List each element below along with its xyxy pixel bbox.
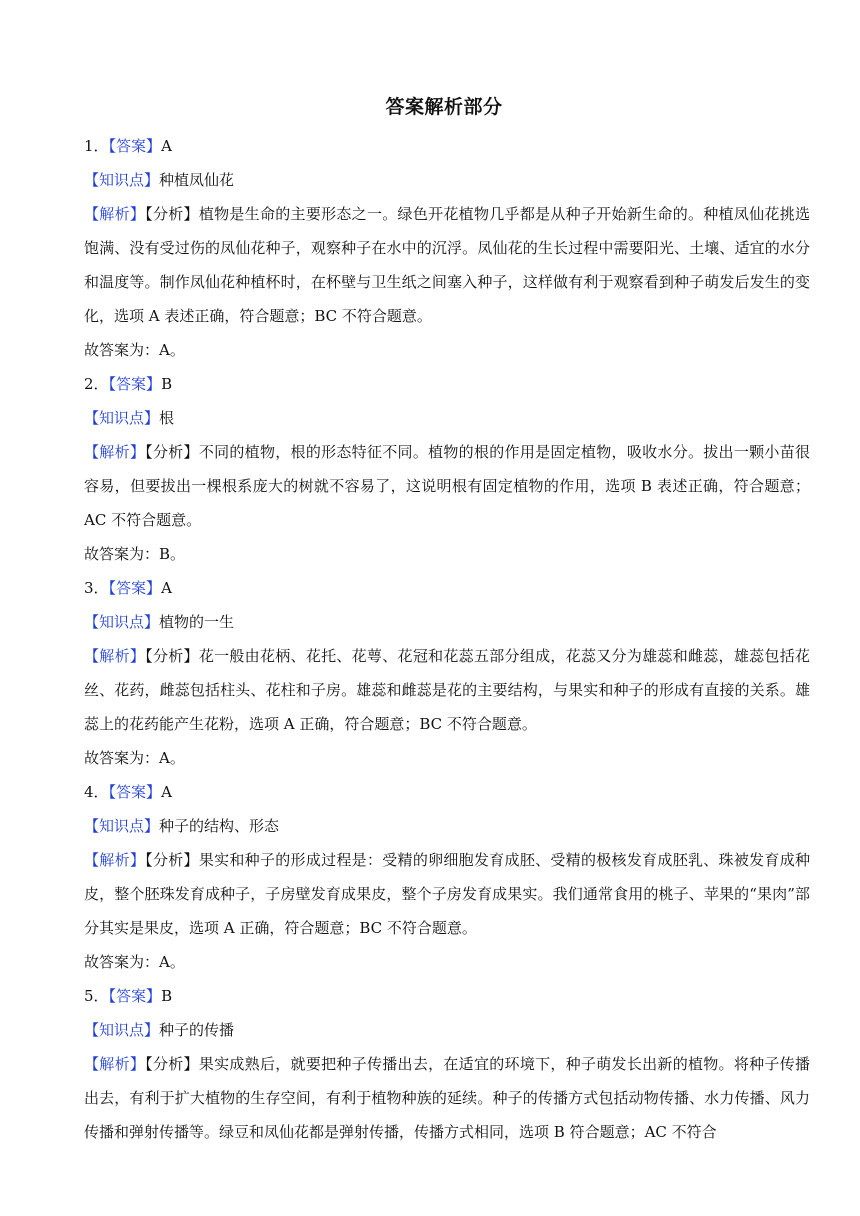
knowledge-label: 【知识点】 <box>84 817 160 835</box>
analysis-label: 【解析】 <box>84 1055 146 1073</box>
knowledge-label: 【知识点】 <box>84 409 160 427</box>
conclusion-line: 故答案为：A。 <box>84 341 185 359</box>
answer-item <box>84 775 810 979</box>
knowledge-line <box>84 401 810 435</box>
page-title: 答案解析部分 <box>385 96 503 118</box>
analysis-paragraph <box>84 843 810 945</box>
knowledge-line <box>84 605 810 639</box>
answer-line <box>84 367 810 401</box>
knowledge-label: 【知识点】 <box>84 171 160 189</box>
answer-item <box>84 979 810 1149</box>
analysis-label: 【解析】 <box>84 205 146 223</box>
conclusion-line: 故答案为：B。 <box>84 545 186 563</box>
analysis-paragraph <box>84 639 810 741</box>
answer-label: 【答案】 <box>108 987 162 1005</box>
answer-line <box>84 129 810 163</box>
knowledge-line <box>84 1013 810 1047</box>
fenxi-label: 【分析】 <box>145 1055 199 1073</box>
analysis-label: 【解析】 <box>84 647 146 665</box>
item-number: 5． <box>84 987 109 1005</box>
answer-item <box>84 129 810 367</box>
knowledge-value: 种植凤仙花 <box>159 171 235 189</box>
knowledge-line <box>84 163 810 197</box>
analysis-text: 果实和种子的形成过程是：受精的卵细胞发育成胚、受精的极核发育成胚乳、珠被发育成种皮，整个胚珠发育成种子，子房壁发育成果皮，整个子房发育成果实。我们通常食用的桃子、苹果的“果肉”部分其实是果皮，选项 A 正确，符合题意；BC 不符合题意。 <box>84 851 810 937</box>
fenxi-label: 【分析】 <box>145 851 199 869</box>
answer-label: 【答案】 <box>108 783 162 801</box>
analysis-label: 【解析】 <box>84 851 146 869</box>
answer-list <box>84 129 810 1149</box>
conclusion-line: 故答案为：A。 <box>84 749 185 767</box>
answer-value: B <box>161 987 173 1005</box>
answer-label: 【答案】 <box>108 375 162 393</box>
analysis-text: 不同的植物，根的形态特征不同。植物的根的作用是固定植物，吸收水分。拔出一颗小苗很容易，但要拔出一棵根系庞大的树就不容易了，这说明根有固定植物的作用，选项 B 表述正确，符合题意；AC 不符合题意。 <box>84 443 810 529</box>
answer-value: B <box>161 375 173 393</box>
answer-line <box>84 571 810 605</box>
item-number: 3． <box>84 579 109 597</box>
analysis-paragraph <box>84 197 810 333</box>
answer-line <box>84 979 810 1013</box>
analysis-text: 植物是生命的主要形态之一。绿色开花植物几乎都是从种子开始新生命的。种植凤仙花挑选饱满、没有受过伤的凤仙花种子，观察种子在水中的沉浮。凤仙花的生长过程中需要阳光、土壤、适宜的水分和温度等。制作凤仙花种植杯时，在杯壁与卫生纸之间塞入种子，这样做有利于观察看到种子萌发后发生的变化，选项 A 表述正确，符合题意；BC 不符合题意。 <box>84 205 810 325</box>
answer-label: 【答案】 <box>108 137 162 155</box>
item-number: 4． <box>84 783 109 801</box>
answer-line <box>84 775 810 809</box>
answer-value: A <box>161 783 172 801</box>
fenxi-label: 【分析】 <box>145 647 199 665</box>
item-number: 2． <box>84 375 109 393</box>
fenxi-label: 【分析】 <box>145 443 199 461</box>
conclusion-line: 故答案为：A。 <box>84 953 185 971</box>
answer-value: A <box>161 137 172 155</box>
knowledge-label: 【知识点】 <box>84 1021 160 1039</box>
knowledge-value: 根 <box>159 409 175 427</box>
fenxi-label: 【分析】 <box>145 205 199 223</box>
item-number: 1． <box>84 137 109 155</box>
answer-item <box>84 367 810 571</box>
knowledge-value: 种子的传播 <box>159 1021 235 1039</box>
knowledge-label: 【知识点】 <box>84 613 160 631</box>
answer-value: A <box>161 579 172 597</box>
analysis-text: 花一般由花柄、花托、花萼、花冠和花蕊五部分组成，花蕊又分为雄蕊和雌蕊，雄蕊包括花丝、花药，雌蕊包括柱头、花柱和子房。雄蕊和雌蕊是花的主要结构，与果实和种子的形成有直接的关系。雄蕊上的花药能产生花粉，选项 A 正确，符合题意；BC 不符合题意。 <box>84 647 810 733</box>
analysis-label: 【解析】 <box>84 443 146 461</box>
analysis-paragraph <box>84 435 810 537</box>
analysis-paragraph <box>84 1047 810 1149</box>
answer-label: 【答案】 <box>108 579 162 597</box>
analysis-text: 果实成熟后，就要把种子传播出去，在适宜的环境下，种子萌发长出新的植物。将种子传播出去，有利于扩大植物的生存空间，有利于植物种族的延续。种子的传播方式包括动物传播、水力传播、风力传播和弹射传播等。绿豆和凤仙花都是弹射传播，传播方式相同，选项 B 符合题意；AC 不符合 <box>84 1055 810 1141</box>
knowledge-line <box>84 809 810 843</box>
knowledge-value: 植物的一生 <box>159 613 235 631</box>
knowledge-value: 种子的结构、形态 <box>159 817 280 835</box>
answer-item <box>84 571 810 775</box>
